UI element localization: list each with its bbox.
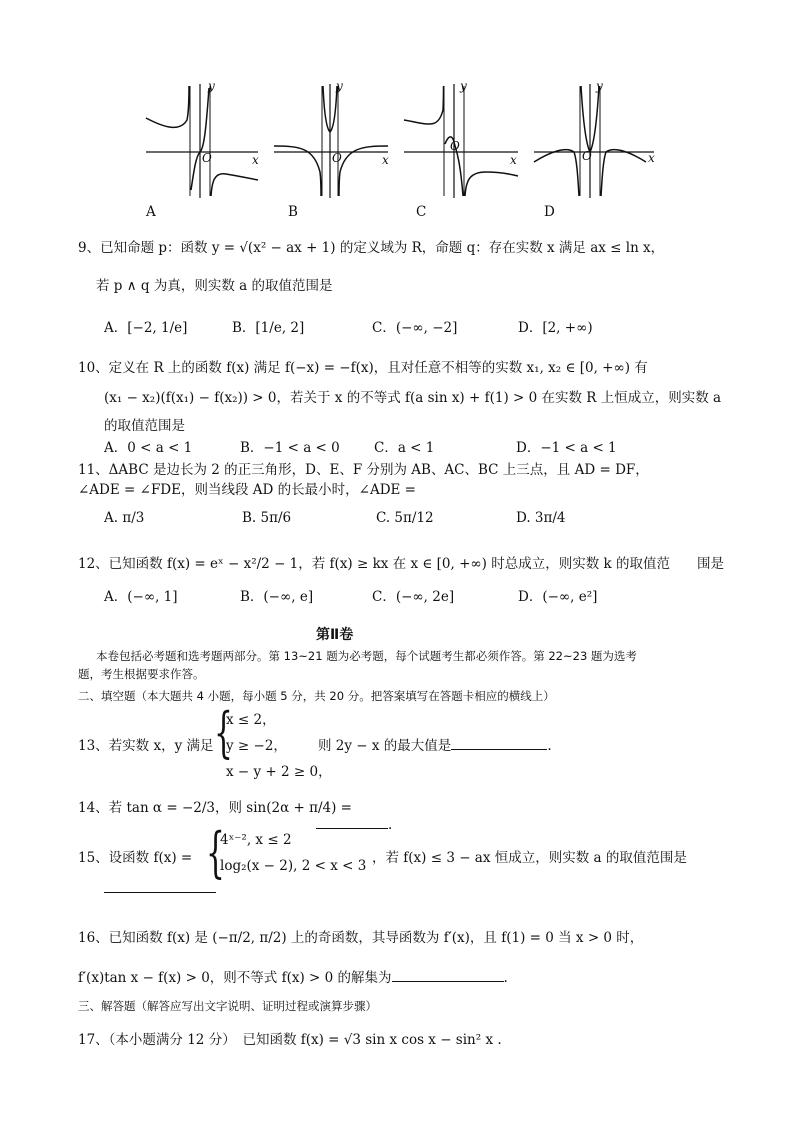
solution-heading: 三、解答题（解答应写出文字说明、证明过程或演算步骤）	[78, 999, 377, 1013]
q15-suffix: ，若 f(x) ≤ 3 − ax 恒成立，则实数 a 的取值范围是	[372, 850, 687, 866]
svg-text:O: O	[582, 149, 592, 163]
q10-option-a: A．0 < a < 1	[104, 440, 193, 456]
q14-end: .	[388, 817, 393, 833]
graph-d	[530, 80, 660, 200]
part2-title: 第Ⅱ卷	[316, 627, 354, 643]
q10-option-d: D．−1 < a < 1	[516, 440, 617, 456]
svg-text:O: O	[450, 139, 460, 153]
q9-option-a: A．[−2, 1/e]	[104, 320, 188, 336]
q13-answer-blank[interactable]	[451, 735, 547, 750]
q13-end: .	[547, 738, 552, 754]
q16-end: .	[503, 970, 508, 986]
q10-line1: 10、定义在 R 上的函数 f(x) 满足 f(−x) = −f(x)，且对任意不相等的实数 x₁, x₂ ∈ [0, +∞) 有	[78, 360, 648, 376]
graph-c-label: C	[416, 204, 427, 220]
graph-b	[270, 80, 400, 200]
q15-case-1: 4ˣ⁻², x ≤ 2	[220, 832, 292, 848]
svg-text:x: x	[648, 151, 655, 165]
q9-line1: 9、已知命题 p：函数 y = √(x² − ax + 1) 的定义域为 R，命题 q：存在实数 x 满足 ax ≤ ln x，	[78, 240, 665, 256]
q16-line2-text: f′(x)tan x − f(x) > 0，则不等式 f(x) > 0 的解集为	[78, 970, 392, 986]
q13-prefix: 13、若实数 x，y 满足	[78, 738, 214, 754]
q10-line2: (x₁ − x₂)(f(x₁) − f(x₂)) > 0，若关于 x 的不等式 f(a sin x) + f(1) > 0 在实数 R 上恒成立，则实数 a	[104, 390, 722, 406]
graph-b-label: B	[288, 204, 298, 220]
svg-text:y: y	[208, 79, 215, 93]
q13-brace: {	[214, 701, 233, 764]
q17-text: 17、（本小题满分 12 分） 已知函数 f(x) = √3 sin x cos x − sin² x .	[78, 1032, 502, 1048]
graph-c	[400, 80, 530, 200]
graph-d-label: D	[544, 204, 555, 220]
q11-option-b: B. 5π/6	[242, 510, 292, 526]
q11-option-a: A. π/3	[104, 510, 145, 526]
q14-answer	[316, 814, 392, 833]
svg-text:x: x	[382, 153, 389, 167]
q14-answer-blank[interactable]	[316, 814, 388, 829]
q13-constraint-1: x ≤ 2，	[226, 712, 276, 728]
q11-line2: ∠ADE = ∠FDE，则当线段 AD 的长最小时，∠ADE =	[78, 482, 416, 498]
q15-prefix: 15、设函数 f(x) =	[78, 850, 193, 866]
part2-intro-line1: 本卷包括必考题和选考题两部分。第 13~21 题为必考题，每个试题考生都必须作答。第 22~23 题为选考	[96, 649, 637, 663]
graph-a-label: A	[146, 204, 156, 220]
q12-option-b: B．(−∞, e]	[240, 589, 314, 605]
q15-brace: {	[206, 821, 225, 884]
svg-text:x: x	[252, 153, 259, 167]
q9-option-d: D．[2, +∞)	[518, 320, 593, 336]
q12-line1: 12、已知函数 f(x) = eˣ − x²/2 − 1，若 f(x) ≥ kx 在 x ∈ [0, +∞) 时总成立，则实数 k 的取值范 围是	[78, 556, 724, 572]
svg-text:O: O	[332, 151, 342, 165]
svg-text:y: y	[460, 79, 467, 93]
q15-answer-blank[interactable]	[104, 878, 216, 893]
svg-text:y: y	[336, 79, 343, 93]
q9-line2: 若 p ∧ q 为真，则实数 a 的取值范围是	[96, 278, 333, 294]
q10-option-b: B．−1 < a < 0	[240, 440, 340, 456]
graph-a	[140, 80, 270, 200]
fill-in-heading: 二、填空题（本大题共 4 小题，每小题 5 分，共 20 分。把答案填写在答题卡相应的横线上）	[78, 689, 555, 703]
q10-line3: 的取值范围是	[104, 418, 185, 434]
q13-suffix-text: 则 2y − x 的最大值是	[318, 738, 452, 754]
q16-answer-blank[interactable]	[392, 967, 504, 982]
q16-line1: 16、已知函数 f(x) 是 (−π/2, π/2) 上的奇函数，其导函数为 f′(x)，且 f(1) = 0 当 x > 0 时，	[78, 930, 644, 946]
q13-suffix	[318, 734, 552, 754]
q13-constraint-3: x − y + 2 ≥ 0，	[226, 764, 332, 780]
part2-intro-line2: 题，考生根据要求作答。	[78, 667, 205, 681]
q9-option-b: B．[1/e, 2]	[232, 320, 305, 336]
q11-option-d: D. 3π/4	[516, 510, 566, 526]
q11-line1: 11、ΔABC 是边长为 2 的正三角形，D、E、F 分别为 AB、AC、BC 上三点，且 AD = DF，	[78, 462, 649, 478]
q9-option-c: C．(−∞, −2]	[372, 320, 458, 336]
q15-case-2: log₂(x − 2), 2 < x < 3	[220, 858, 367, 874]
q10-option-c: C．a < 1	[374, 440, 435, 456]
svg-text:y: y	[596, 79, 603, 93]
q15-answer	[104, 878, 216, 897]
q12-option-c: C．(−∞, 2e]	[372, 589, 455, 605]
svg-text:O: O	[202, 151, 212, 165]
q11-option-c: C. 5π/12	[376, 510, 434, 526]
q14-text: 14、若 tan α = −2/3，则 sin(2α + π/4) =	[78, 800, 352, 816]
svg-text:x: x	[510, 153, 517, 167]
q12-option-a: A．(−∞, 1]	[104, 589, 178, 605]
q12-option-d: D．(−∞, e²]	[518, 589, 598, 605]
q16-line2	[78, 966, 508, 986]
q13-constraint-2: y ≥ −2，	[226, 738, 287, 754]
